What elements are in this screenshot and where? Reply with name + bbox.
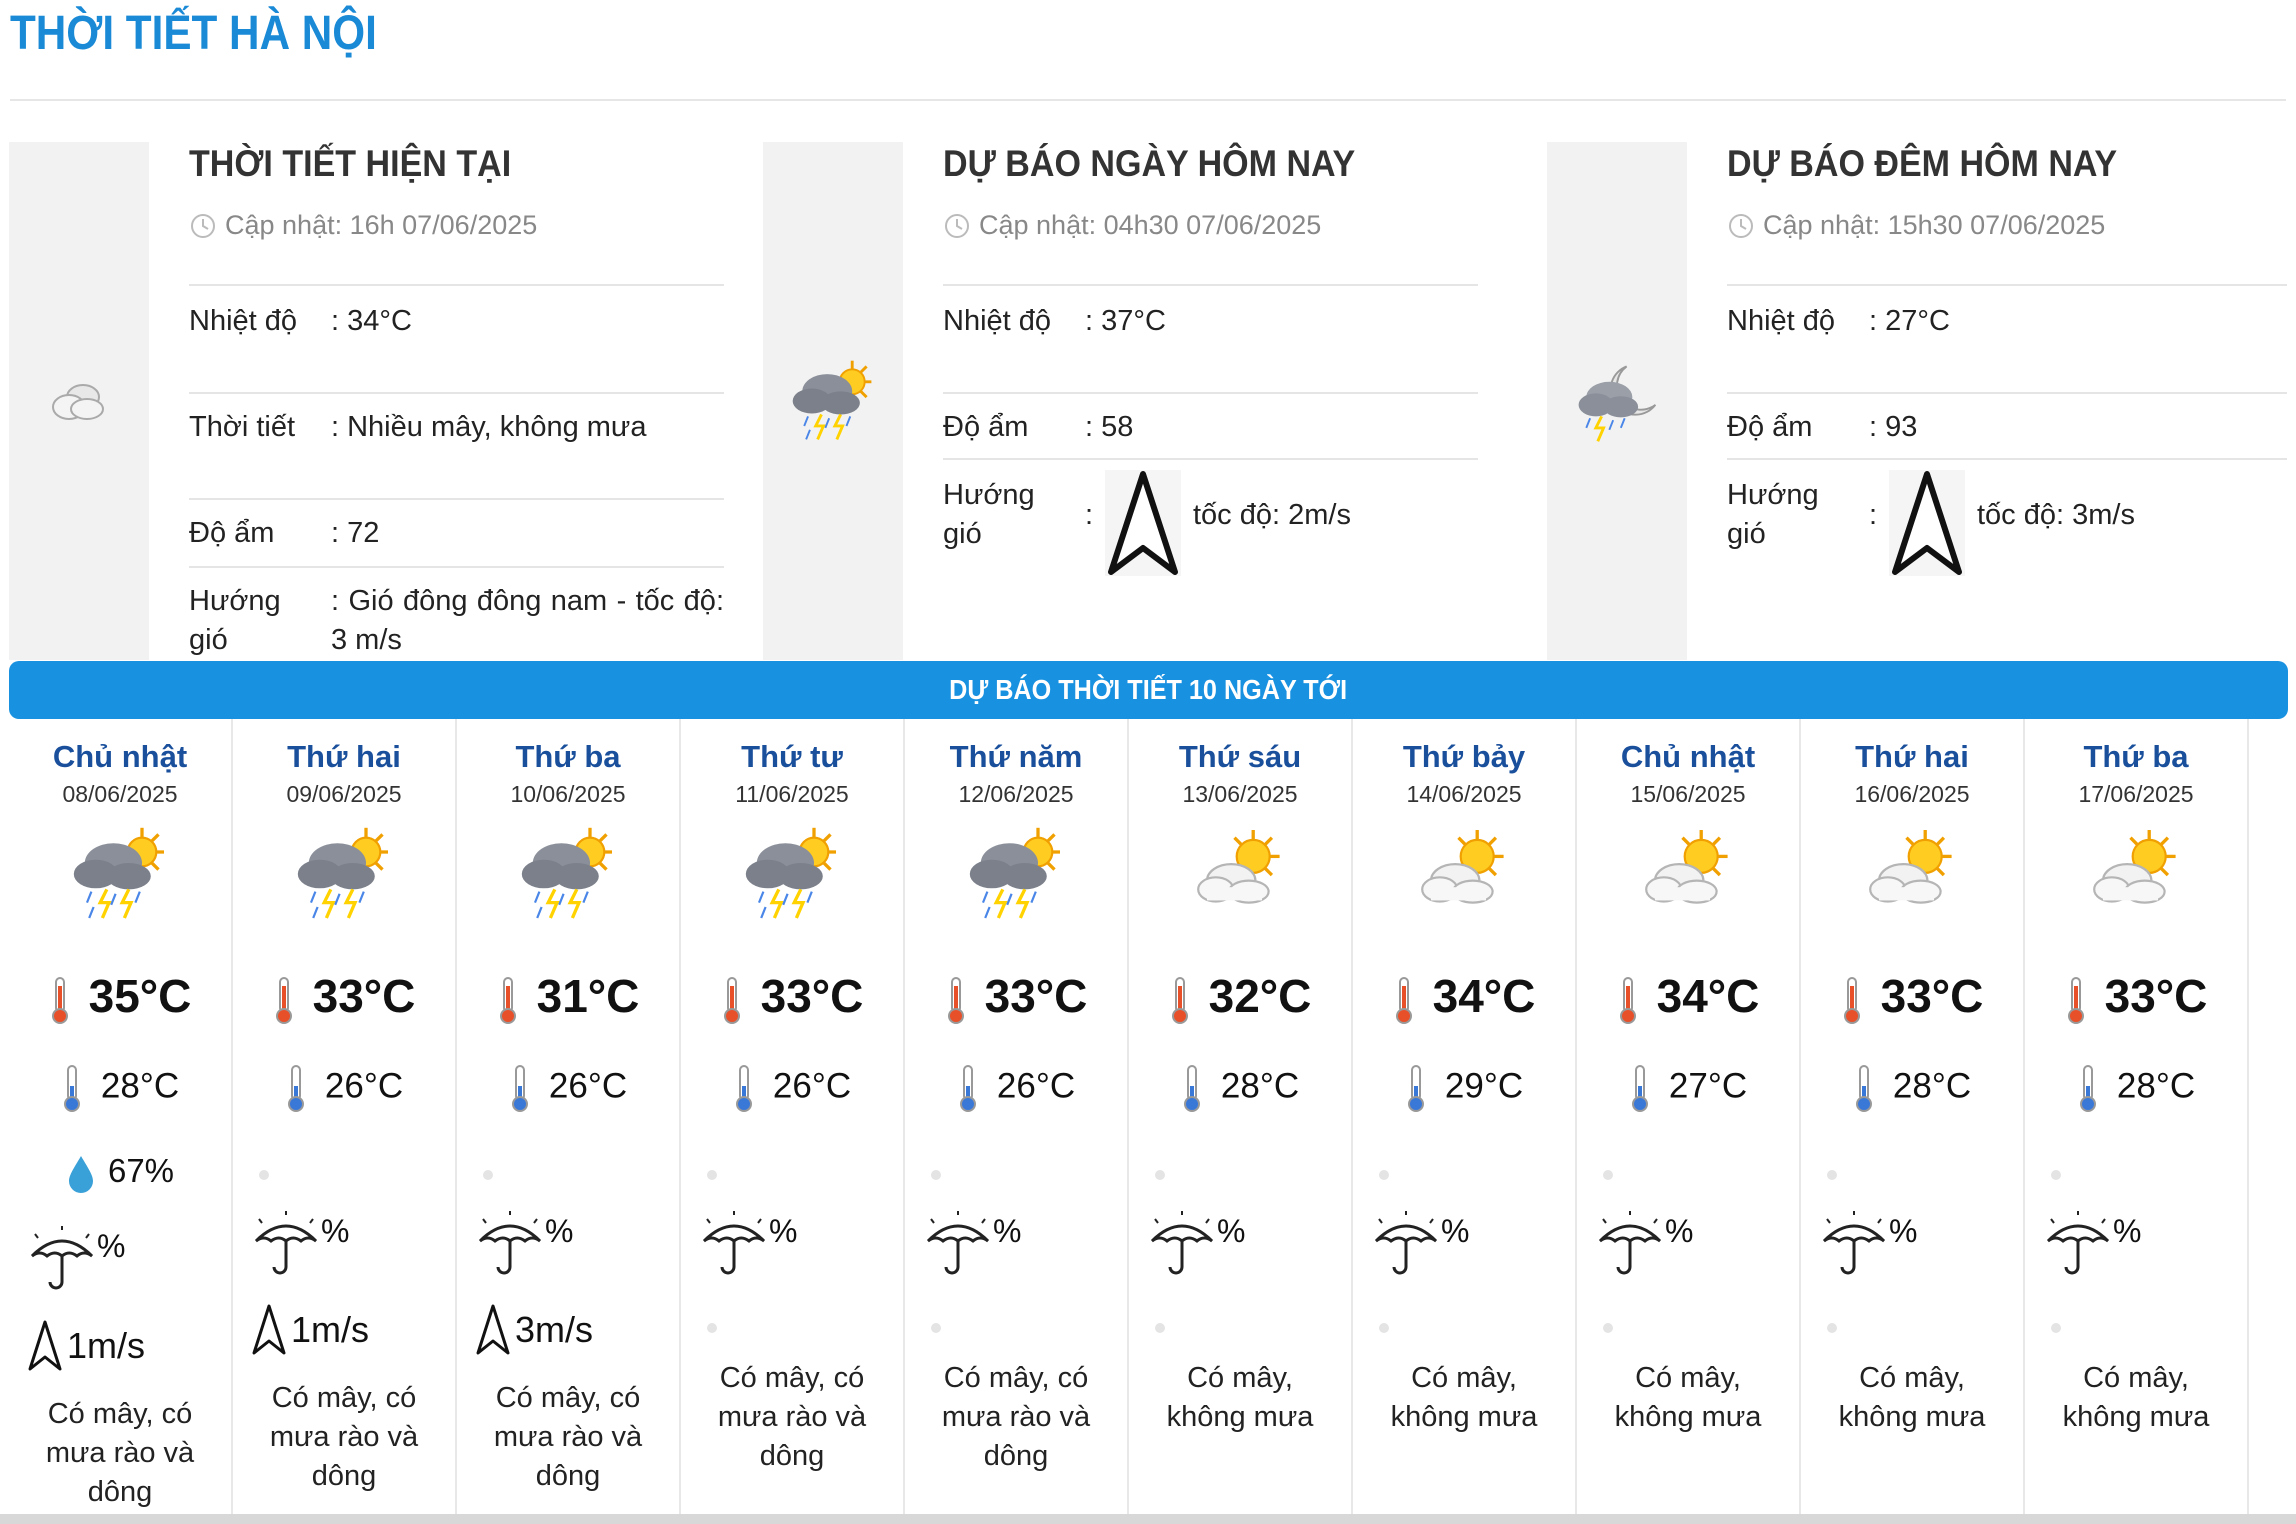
forecast-rain-value: % bbox=[545, 1213, 574, 1249]
forecast-description: Có mây, có mưa rào và dông bbox=[45, 1398, 195, 1508]
forecast-wind bbox=[251, 1303, 369, 1357]
thermometer-low-icon bbox=[1629, 1064, 1651, 1112]
forecast-day-5 bbox=[1129, 719, 1353, 1514]
forecast-low-temp bbox=[1129, 1064, 1351, 1112]
forecast-description: Có mây, không mưa bbox=[1166, 1362, 1314, 1433]
clock-icon bbox=[189, 212, 217, 240]
clock-icon bbox=[943, 212, 971, 240]
wind-direction-arrow-icon bbox=[1887, 468, 1967, 578]
forecast-day-name: Thứ sáu bbox=[1178, 739, 1302, 774]
forecast-rain-chance bbox=[1595, 1209, 1693, 1279]
thermometer-low-icon bbox=[61, 1064, 83, 1112]
forecast-day-date: 16/06/2025 bbox=[1854, 781, 1970, 807]
tonight-icon-column bbox=[1547, 142, 1687, 660]
row-value: : 72 bbox=[331, 517, 380, 549]
forecast-low-temp-value: 26°C bbox=[996, 1066, 1076, 1106]
thermometer-high-icon bbox=[1617, 976, 1639, 1024]
placeholder-dot bbox=[1155, 1323, 1165, 1333]
row-label: Hướng gió bbox=[189, 585, 281, 656]
ten-day-forecast-list bbox=[9, 719, 2249, 1514]
forecast-wind-value: 3m/s bbox=[515, 1309, 594, 1350]
today-forecast-panel bbox=[763, 142, 1503, 660]
forecast-rain-chance bbox=[923, 1209, 1021, 1279]
placeholder-dot bbox=[707, 1170, 717, 1180]
placeholder-dot bbox=[2051, 1170, 2061, 1180]
clock-icon bbox=[1727, 212, 1755, 240]
placeholder-dot bbox=[1379, 1323, 1389, 1333]
forecast-rain-chance bbox=[699, 1209, 797, 1279]
forecast-rain-value: % bbox=[321, 1213, 350, 1249]
tonight-updated bbox=[1727, 210, 2105, 241]
tonight-updated-text: Cập nhật: 15h30 07/06/2025 bbox=[1763, 210, 2106, 240]
forecast-low-temp-value: 29°C bbox=[1444, 1066, 1524, 1106]
placeholder-dot bbox=[707, 1323, 717, 1333]
forecast-day-date: 13/06/2025 bbox=[1182, 781, 1298, 807]
placeholder-dot bbox=[1155, 1170, 1165, 1180]
forecast-low-temp-value: 26°C bbox=[548, 1066, 628, 1106]
thermometer-high-icon bbox=[2065, 976, 2087, 1024]
forecast-rain-chance bbox=[27, 1224, 125, 1294]
forecast-rain-chance bbox=[475, 1209, 573, 1279]
divider bbox=[189, 566, 724, 568]
today-updated bbox=[943, 210, 1321, 241]
divider bbox=[943, 284, 1478, 286]
row-value: : 27°C bbox=[1869, 305, 1950, 337]
forecast-weather-icon bbox=[1185, 819, 1295, 929]
today-title: DỰ BÁO NGÀY HÔM NAY bbox=[943, 143, 1356, 184]
row-label: Nhiệt độ bbox=[1727, 305, 1836, 337]
forecast-wind bbox=[27, 1319, 145, 1373]
partly-cloudy-icon bbox=[1633, 819, 1743, 929]
forecast-low-temp bbox=[9, 1064, 231, 1112]
thermometer-high-icon bbox=[721, 976, 743, 1024]
forecast-weather-icon bbox=[1633, 819, 1743, 929]
umbrella-icon bbox=[1819, 1209, 1889, 1279]
partly-cloudy-icon bbox=[1857, 819, 1967, 929]
forecast-day-date: 10/06/2025 bbox=[510, 781, 626, 807]
thunderstorm-sun-icon bbox=[513, 819, 623, 929]
placeholder-dot bbox=[259, 1170, 269, 1180]
placeholder-dot bbox=[1827, 1323, 1837, 1333]
forecast-humidity-value: 67% bbox=[107, 1152, 175, 1189]
thermometer-low-icon bbox=[1853, 1064, 1875, 1112]
forecast-low-temp-value: 27°C bbox=[1668, 1066, 1748, 1106]
placeholder-dot bbox=[1827, 1170, 1837, 1180]
thermometer-high-icon bbox=[1841, 976, 1863, 1024]
thermometer-high-icon bbox=[497, 976, 519, 1024]
umbrella-icon bbox=[251, 1209, 321, 1279]
thermometer-low-icon bbox=[957, 1064, 979, 1112]
forecast-high-temp bbox=[233, 969, 455, 1024]
title-divider bbox=[10, 99, 2286, 101]
wind-arrow-icon bbox=[27, 1319, 63, 1373]
forecast-description: Có mây, không mưa bbox=[1390, 1362, 1538, 1433]
wind-arrow-icon bbox=[475, 1303, 511, 1357]
row-value: tốc độ: 3m/s bbox=[1977, 499, 2135, 531]
forecast-high-temp-value: 34°C bbox=[1656, 970, 1760, 1022]
row-label: Thời tiết bbox=[189, 411, 296, 443]
forecast-low-temp bbox=[1801, 1064, 2023, 1112]
forecast-weather-icon bbox=[2081, 819, 2191, 929]
forecast-description: Có mây, không mưa bbox=[1614, 1362, 1762, 1433]
thunderstorm-sun-icon bbox=[961, 819, 1071, 929]
row-value: : 37°C bbox=[1085, 305, 1166, 337]
forecast-day-name: Chủ nhật bbox=[52, 739, 188, 774]
forecast-day-name: Chủ nhật bbox=[1620, 739, 1756, 774]
forecast-high-temp bbox=[1353, 969, 1575, 1024]
partly-cloudy-icon bbox=[1409, 819, 1519, 929]
forecast-rain-value: % bbox=[769, 1213, 798, 1249]
thermometer-low-icon bbox=[2077, 1064, 2099, 1112]
forecast-humidity bbox=[9, 1152, 231, 1193]
forecast-high-temp bbox=[1577, 969, 1799, 1024]
forecast-day-7 bbox=[1577, 719, 1801, 1514]
placeholder-dot bbox=[1379, 1170, 1389, 1180]
forecast-day-date: 11/06/2025 bbox=[735, 781, 849, 807]
forecast-rain-chance bbox=[1147, 1209, 1245, 1279]
forecast-wind bbox=[475, 1303, 593, 1357]
forecast-day-name: Thứ bảy bbox=[1402, 739, 1526, 774]
forecast-low-temp bbox=[233, 1064, 455, 1112]
thunderstorm-moon-icon bbox=[1569, 353, 1665, 449]
forecast-day-2 bbox=[457, 719, 681, 1514]
forecast-day-date: 09/06/2025 bbox=[286, 781, 402, 807]
forecast-low-temp bbox=[681, 1064, 903, 1112]
placeholder-dot bbox=[1603, 1170, 1613, 1180]
forecast-day-date: 17/06/2025 bbox=[2078, 781, 2194, 807]
tonight-forecast-panel bbox=[1547, 142, 2287, 660]
thunderstorm-sun-icon bbox=[289, 819, 399, 929]
current-updated bbox=[189, 210, 537, 241]
forecast-high-temp bbox=[681, 969, 903, 1024]
current-updated-text: Cập nhật: 16h 07/06/2025 bbox=[225, 210, 538, 240]
forecast-day-name: Thứ hai bbox=[287, 739, 401, 774]
wind-arrow-icon bbox=[251, 1303, 287, 1357]
forecast-high-temp-value: 33°C bbox=[2104, 970, 2208, 1022]
forecast-day-date: 14/06/2025 bbox=[1406, 781, 1522, 807]
umbrella-icon bbox=[699, 1209, 769, 1279]
forecast-day-9 bbox=[2025, 719, 2249, 1514]
umbrella-icon bbox=[475, 1209, 545, 1279]
forecast-low-temp bbox=[457, 1064, 679, 1112]
forecast-description: Có mây, có mưa rào và dông bbox=[269, 1382, 419, 1492]
forecast-day-4 bbox=[905, 719, 1129, 1514]
forecast-weather-icon bbox=[1857, 819, 1967, 929]
forecast-high-temp-value: 33°C bbox=[760, 970, 864, 1022]
forecast-low-temp bbox=[905, 1064, 1127, 1112]
cloudy-icon bbox=[47, 371, 111, 431]
forecast-day-1 bbox=[233, 719, 457, 1514]
row-value: : 34°C bbox=[331, 305, 412, 337]
forecast-day-name: Thứ hai bbox=[1855, 739, 1969, 774]
thermometer-high-icon bbox=[945, 976, 967, 1024]
umbrella-icon bbox=[1147, 1209, 1217, 1279]
forecast-day-date: 08/06/2025 bbox=[62, 781, 178, 807]
forecast-high-temp bbox=[905, 969, 1127, 1024]
forecast-day-6 bbox=[1353, 719, 1577, 1514]
forecast-rain-chance bbox=[2043, 1209, 2141, 1279]
divider bbox=[1727, 284, 2287, 286]
forecast-day-0 bbox=[9, 719, 233, 1514]
divider bbox=[943, 392, 1478, 394]
forecast-weather-icon bbox=[737, 819, 847, 929]
thermometer-high-icon bbox=[49, 976, 71, 1024]
forecast-low-temp-value: 28°C bbox=[1220, 1066, 1300, 1106]
forecast-day-date: 15/06/2025 bbox=[1630, 781, 1746, 807]
row-label: Độ ẩm bbox=[943, 411, 1029, 443]
umbrella-icon bbox=[27, 1224, 97, 1294]
partly-cloudy-icon bbox=[1185, 819, 1295, 929]
row-label: Nhiệt độ bbox=[943, 305, 1052, 337]
thunderstorm-sun-icon bbox=[785, 353, 881, 449]
placeholder-dot bbox=[931, 1323, 941, 1333]
forecast-low-temp-value: 28°C bbox=[1892, 1066, 1972, 1106]
thunderstorm-sun-icon bbox=[737, 819, 847, 929]
forecast-rain-value: % bbox=[2113, 1213, 2142, 1249]
forecast-day-name: Thứ ba bbox=[515, 739, 621, 774]
row-value: tốc độ: 2m/s bbox=[1193, 499, 1351, 531]
forecast-rain-value: % bbox=[1665, 1213, 1694, 1249]
thermometer-low-icon bbox=[285, 1064, 307, 1112]
current-weather-title: THỜI TIẾT HIỆN TẠI bbox=[189, 143, 512, 184]
thermometer-low-icon bbox=[1405, 1064, 1427, 1112]
page-title: THỜI TIẾT HÀ NỘI bbox=[10, 7, 377, 60]
forecast-description: Có mây, có mưa rào và dông bbox=[493, 1382, 643, 1492]
forecast-description: Có mây, có mưa rào và dông bbox=[941, 1362, 1091, 1472]
divider bbox=[189, 392, 724, 394]
thermometer-high-icon bbox=[1169, 976, 1191, 1024]
forecast-weather-icon bbox=[513, 819, 623, 929]
forecast-rain-value: % bbox=[97, 1228, 126, 1264]
forecast-rain-value: % bbox=[1441, 1213, 1470, 1249]
placeholder-dot bbox=[483, 1170, 493, 1180]
today-icon-column bbox=[763, 142, 903, 660]
umbrella-icon bbox=[1371, 1209, 1441, 1279]
forecast-high-temp-value: 33°C bbox=[1880, 970, 1984, 1022]
row-label: Độ ẩm bbox=[1727, 411, 1813, 443]
row-label: Hướng gió bbox=[1727, 479, 1819, 550]
row-label: Độ ẩm bbox=[189, 517, 275, 549]
partly-cloudy-icon bbox=[2081, 819, 2191, 929]
humidity-drop-icon bbox=[66, 1153, 96, 1193]
forecast-high-temp-value: 33°C bbox=[984, 970, 1088, 1022]
forecast-rain-value: % bbox=[1889, 1213, 1918, 1249]
forecast-weather-icon bbox=[1409, 819, 1519, 929]
forecast-rain-value: % bbox=[993, 1213, 1022, 1249]
placeholder-dot bbox=[2051, 1323, 2061, 1333]
row-value: : 93 bbox=[1869, 411, 1918, 443]
forecast-high-temp bbox=[457, 969, 679, 1024]
forecast-high-temp bbox=[2025, 969, 2247, 1024]
ten-day-forecast-header bbox=[9, 661, 2288, 719]
forecast-rain-value: % bbox=[1217, 1213, 1246, 1249]
forecast-wind-value: 1m/s bbox=[67, 1325, 146, 1366]
forecast-high-temp-value: 31°C bbox=[536, 970, 640, 1022]
row-colon: : bbox=[1085, 499, 1094, 531]
forecast-description: Có mây, không mưa bbox=[1838, 1362, 1986, 1433]
today-updated-text: Cập nhật: 04h30 07/06/2025 bbox=[979, 210, 1322, 240]
forecast-low-temp-value: 28°C bbox=[2116, 1066, 2196, 1106]
divider bbox=[1727, 392, 2287, 394]
forecast-weather-icon bbox=[65, 819, 175, 929]
forecast-high-temp bbox=[1801, 969, 2023, 1024]
tonight-title: DỰ BÁO ĐÊM HÔM NAY bbox=[1727, 143, 2118, 184]
forecast-low-temp-value: 26°C bbox=[772, 1066, 852, 1106]
forecast-high-temp bbox=[9, 969, 231, 1024]
umbrella-icon bbox=[2043, 1209, 2113, 1279]
forecast-low-temp bbox=[2025, 1064, 2247, 1112]
row-value: : Nhiều mây, không mưa bbox=[331, 411, 647, 443]
forecast-low-temp bbox=[1353, 1064, 1575, 1112]
current-weather-icon-column bbox=[9, 142, 149, 660]
thermometer-low-icon bbox=[733, 1064, 755, 1112]
row-label: Hướng gió bbox=[943, 479, 1035, 550]
wind-direction-arrow-icon bbox=[1103, 468, 1183, 578]
forecast-weather-icon bbox=[289, 819, 399, 929]
forecast-rain-chance bbox=[1819, 1209, 1917, 1279]
forecast-description: Có mây, không mưa bbox=[2062, 1362, 2210, 1433]
umbrella-icon bbox=[1595, 1209, 1665, 1279]
forecast-description: Có mây, có mưa rào và dông bbox=[717, 1362, 867, 1472]
divider bbox=[189, 498, 724, 500]
forecast-high-temp-value: 33°C bbox=[312, 970, 416, 1022]
forecast-day-8 bbox=[1801, 719, 2025, 1514]
thermometer-high-icon bbox=[1393, 976, 1415, 1024]
row-value: : Gió đông đông nam - tốc độ: 3 m/s bbox=[331, 585, 724, 656]
divider bbox=[943, 458, 1478, 460]
forecast-low-temp-value: 28°C bbox=[100, 1066, 180, 1106]
ten-day-forecast-title: DỰ BÁO THỜI TIẾT 10 NGÀY TỚI bbox=[949, 674, 1348, 705]
forecast-day-3 bbox=[681, 719, 905, 1514]
forecast-day-date: 12/06/2025 bbox=[958, 781, 1074, 807]
divider bbox=[1727, 458, 2287, 460]
forecast-rain-chance bbox=[251, 1209, 349, 1279]
thermometer-low-icon bbox=[1181, 1064, 1203, 1112]
divider bbox=[189, 284, 724, 286]
thunderstorm-sun-icon bbox=[65, 819, 175, 929]
forecast-day-name: Thứ tư bbox=[741, 739, 843, 774]
thermometer-high-icon bbox=[273, 976, 295, 1024]
current-weather-panel bbox=[9, 142, 749, 660]
forecast-low-temp bbox=[1577, 1064, 1799, 1112]
forecast-rain-chance bbox=[1371, 1209, 1469, 1279]
umbrella-icon bbox=[923, 1209, 993, 1279]
forecast-high-temp-value: 35°C bbox=[88, 970, 192, 1022]
word-status-bar-fragment bbox=[0, 1514, 2296, 1524]
forecast-day-name: Thứ năm bbox=[949, 739, 1083, 774]
placeholder-dot bbox=[931, 1170, 941, 1180]
forecast-weather-icon bbox=[961, 819, 1071, 929]
forecast-wind-value: 1m/s bbox=[291, 1309, 370, 1350]
row-label: Nhiệt độ bbox=[189, 305, 298, 337]
forecast-high-temp-value: 32°C bbox=[1208, 970, 1312, 1022]
row-colon: : bbox=[1869, 499, 1878, 531]
row-value: : 58 bbox=[1085, 411, 1134, 443]
forecast-low-temp-value: 26°C bbox=[324, 1066, 404, 1106]
thermometer-low-icon bbox=[509, 1064, 531, 1112]
forecast-high-temp bbox=[1129, 969, 1351, 1024]
placeholder-dot bbox=[1603, 1323, 1613, 1333]
forecast-day-name: Thứ ba bbox=[2083, 739, 2189, 774]
forecast-high-temp-value: 34°C bbox=[1432, 970, 1536, 1022]
